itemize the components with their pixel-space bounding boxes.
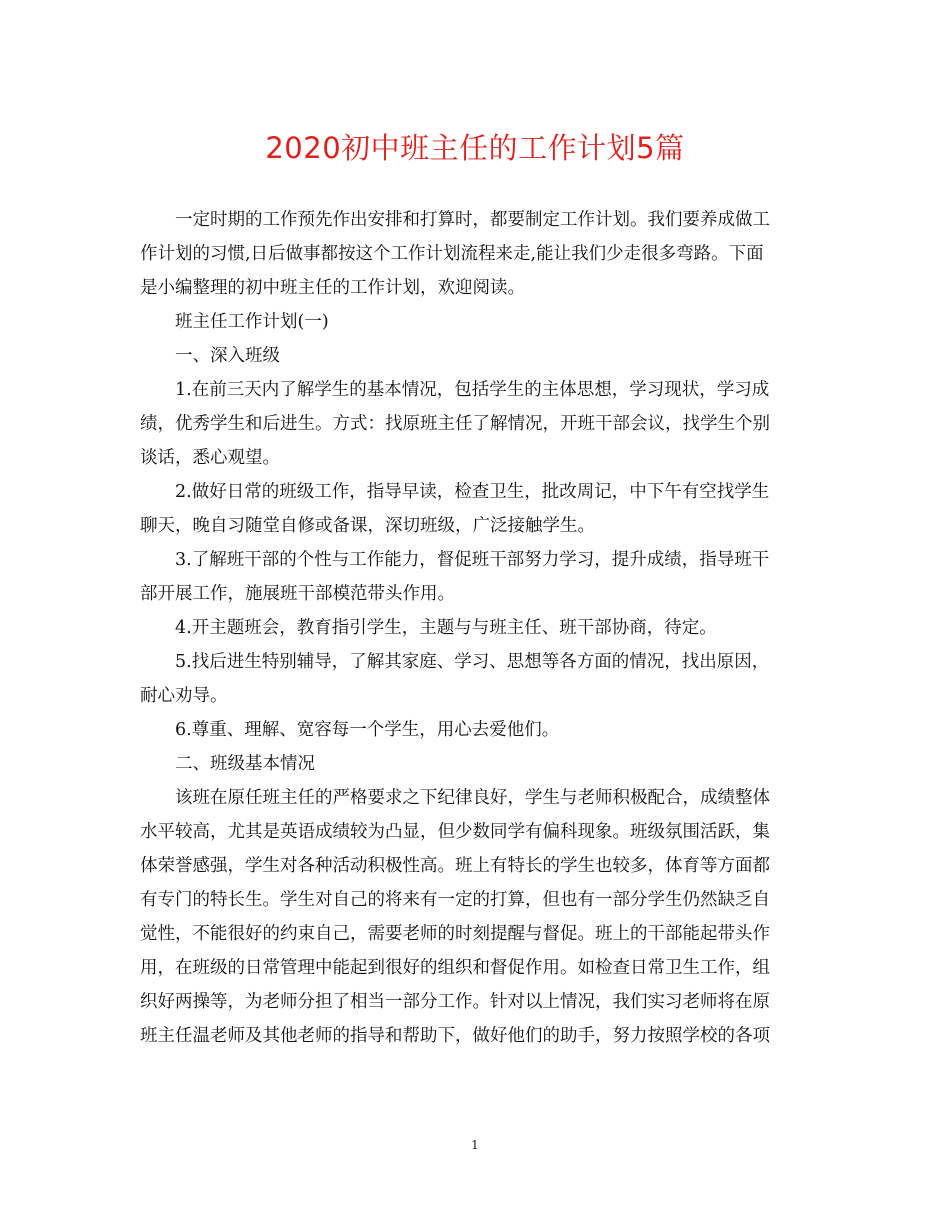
section-heading-plan-1: 班主任工作计划(一) — [175, 312, 329, 332]
section-heading-deep-into-class: 一、深入班级 — [175, 346, 280, 366]
document-body — [140, 203, 812, 1053]
list-item-4: 4.开主题班会，教育指引学生，主题与与班主任、班干部协商，待定。 — [175, 618, 717, 638]
page-number: 1 — [471, 1138, 479, 1152]
paragraph-class-situation: 该班在原任班主任的严格要求之下纪律良好，学生与老师积极配合，成绩整体 水平较高，尤其是英语成绩较为凸显，但少数同学有偏科现象。班级氛围活跃，集 体荣誉感强，学生对各种活动积极性高。班上有特长的学生也较多，体育等方面都 有专门的特长生。学生对自己的将来有一定的打算，但也有一部分学生仍然缺乏自 觉性，不能很好的约束自己，需要老师的时刻提醒与督促。班上的干部能起带头作 用，在班级的日常管理中能起到很好的组织和督促作用。如检查日常卫生工作，组 织好两操等，为老师分担了相当一部分工作。针对以上情况，我们实习老师将在原 班主任温老师及其他老师的指导和帮助下，做好他们的助手，努力按照学校的各项 — [140, 788, 770, 1046]
section-heading-class-situation: 二、班级基本情况 — [175, 754, 315, 774]
list-item-2: 2.做好日常的班级工作，指导早读，检查卫生，批改周记，中下午有空找学生 聊天，晚自习随堂自修或备课，深切班级，广泛接触学生。 — [140, 482, 770, 536]
list-item-6: 6.尊重、理解、宽容每一个学生，用心去爱他们。 — [175, 720, 560, 740]
list-item-1: 1.在前三天内了解学生的基本情况，包括学生的主体思想，学习现状，学习成 绩，优秀学生和后进生。方式：找原班主任了解情况，开班干部会议，找学生个别 谈话，悉心观望。 — [140, 380, 770, 468]
document-title: 2020初中班主任的工作计划5篇 — [265, 131, 685, 165]
paragraph-intro: 一定时期的工作预先作出安排和打算时，都要制定工作计划。我们要养成做工 作计划的习惯,日后做事都按这个工作计划流程来走,能让我们少走很多弯路。下面 是小编整理的初中班主任的工作计划，欢迎阅读。 — [140, 210, 770, 298]
list-item-5: 5.找后进生特别辅导，了解其家庭、学习、思想等各方面的情况，找出原因， 耐心劝导。 — [140, 652, 770, 706]
list-item-3: 3.了解班干部的个性与工作能力，督促班干部努力学习，提升成绩，指导班干 部开展工作，施展班干部模范带头作用。 — [140, 550, 770, 604]
